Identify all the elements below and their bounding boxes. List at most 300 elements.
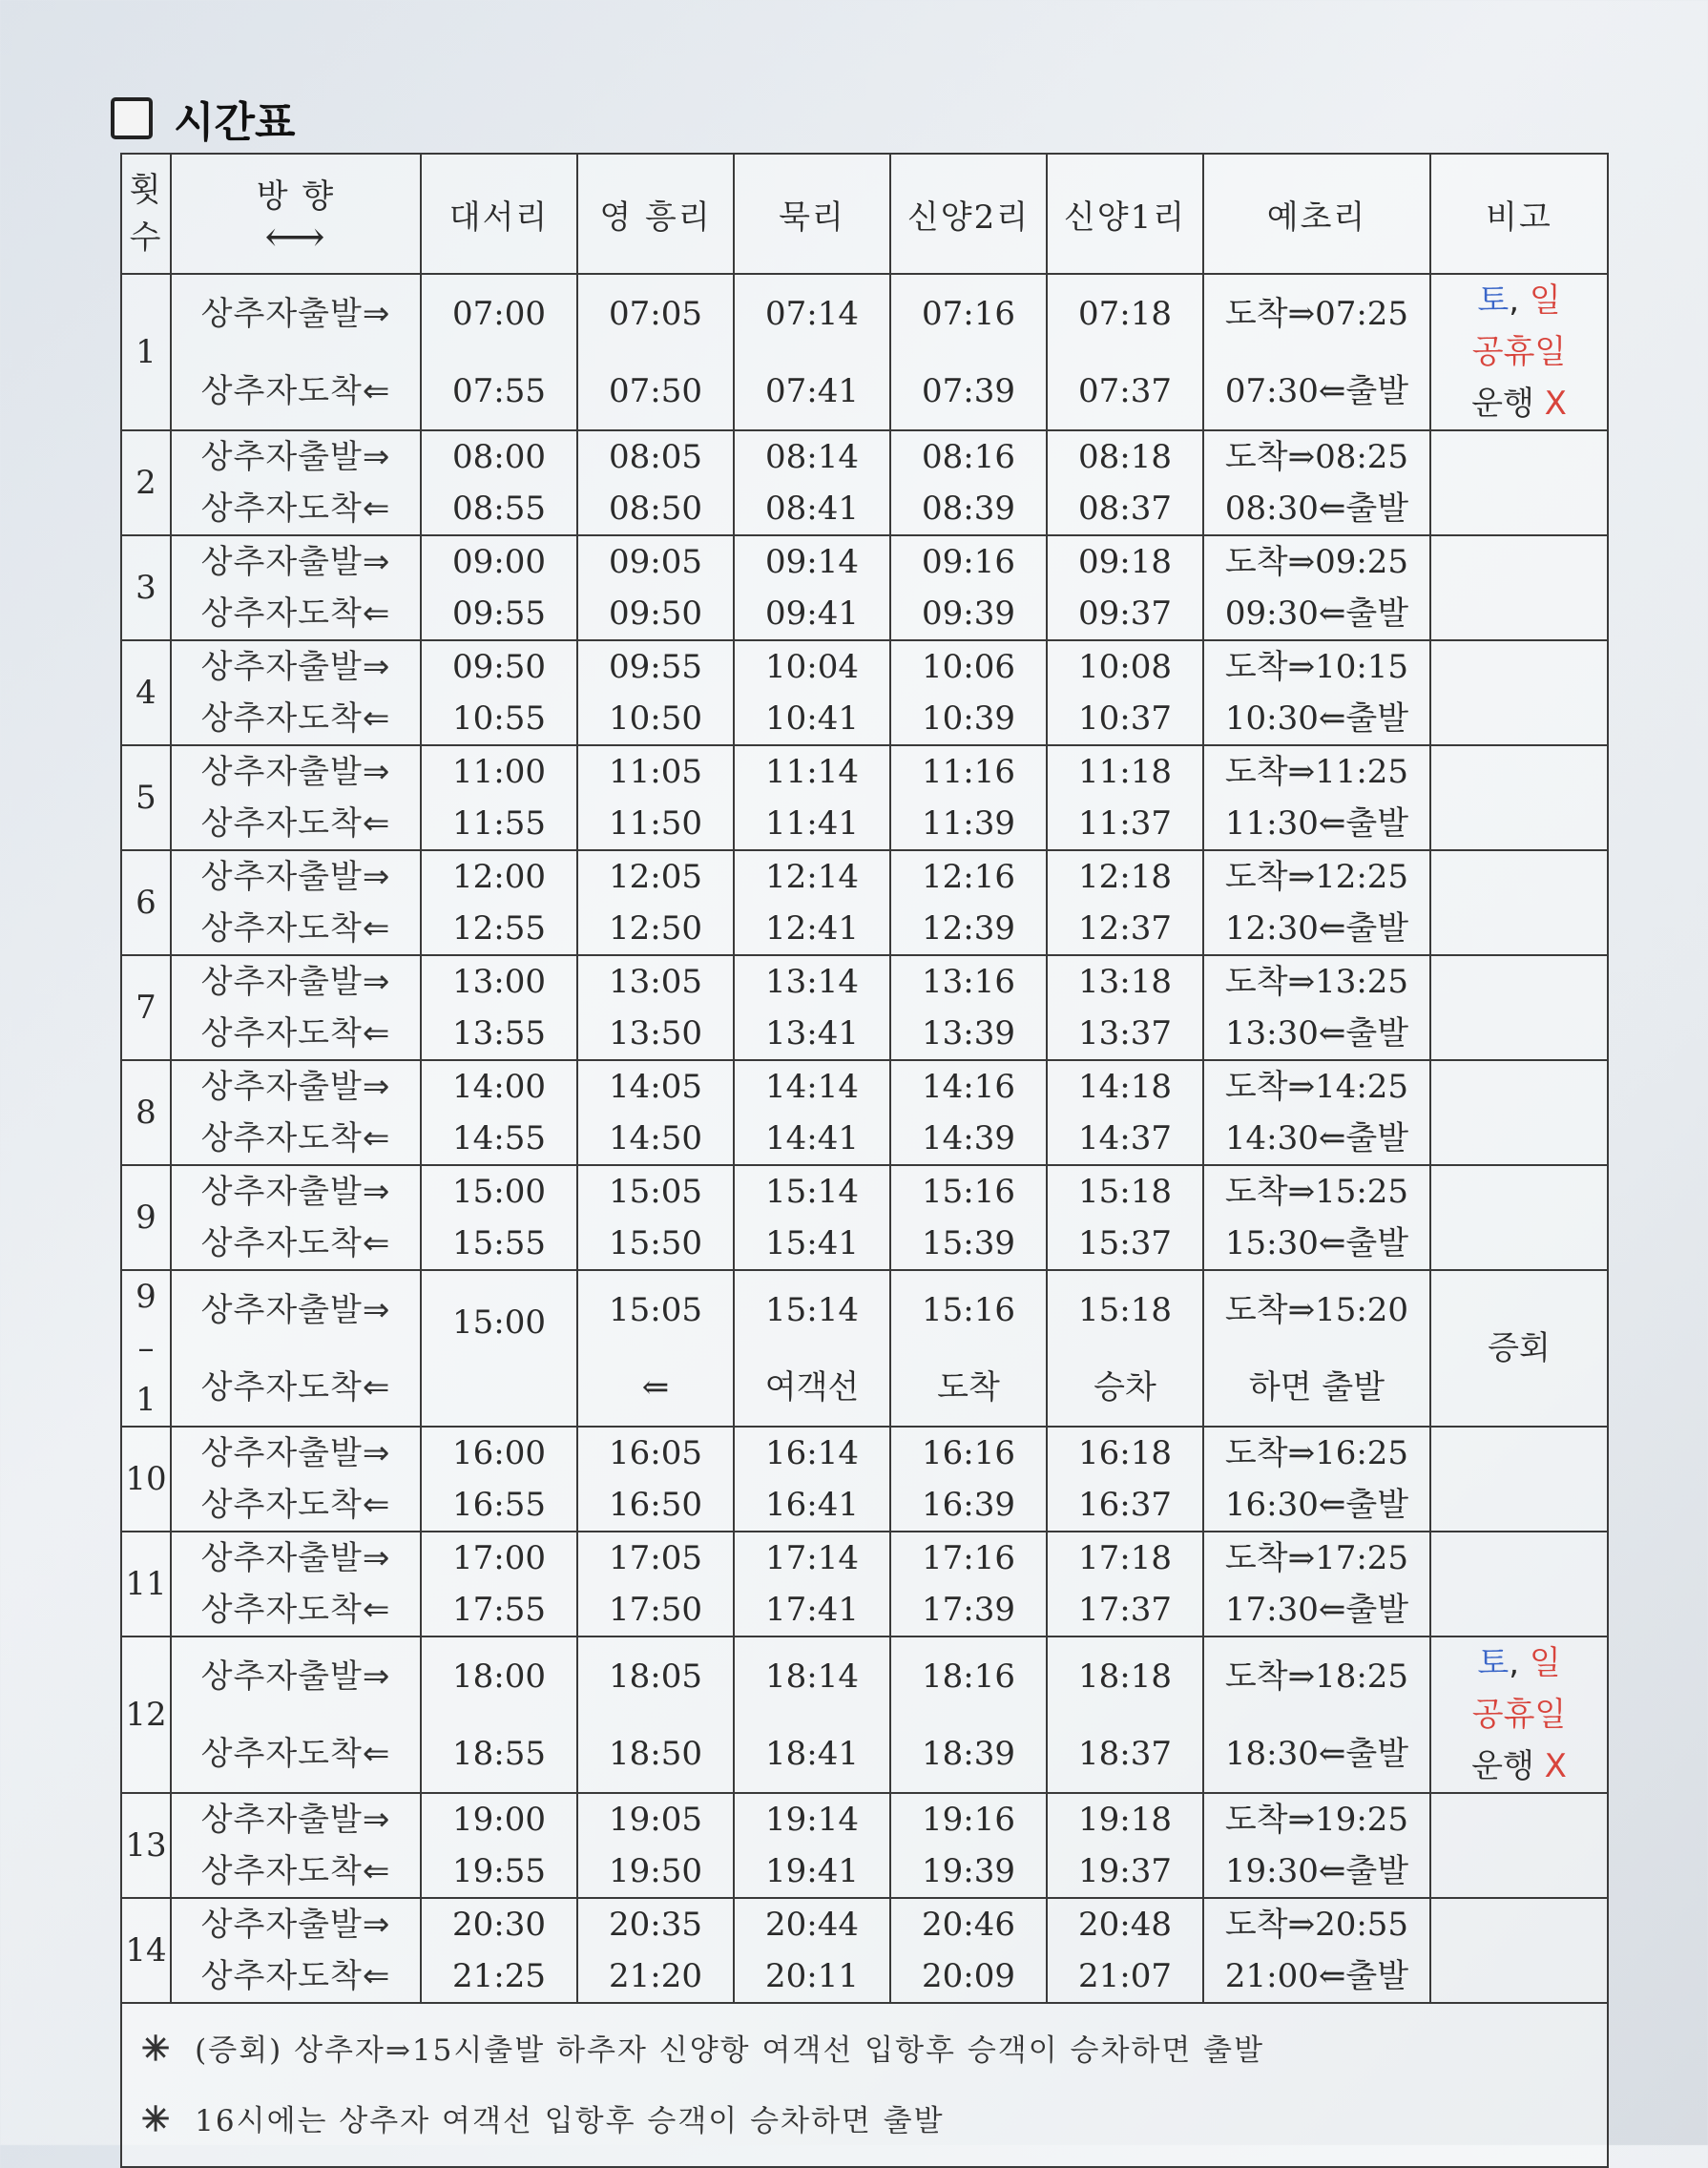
arrival-label: 상추자도착⇐ xyxy=(200,1367,391,1407)
holiday-label: 공휴일 xyxy=(1471,1696,1567,1734)
arrival-label: 상추자도착⇐ xyxy=(200,909,391,948)
direction-cell xyxy=(171,1270,421,1427)
header-stop: 예초리 xyxy=(1203,154,1430,274)
time-stack xyxy=(578,431,733,534)
return-time: 19:30⇐출발 xyxy=(1224,1852,1409,1890)
time-stack xyxy=(1204,956,1429,1059)
direction-stack xyxy=(172,1532,420,1636)
time-stack xyxy=(891,1532,1046,1636)
stop-time-cell xyxy=(1047,1427,1203,1532)
return-time: 07:50 xyxy=(609,371,702,410)
direction-stack xyxy=(172,641,420,744)
time-stack xyxy=(578,1794,733,1897)
return-time: 19:39 xyxy=(922,1852,1015,1890)
direction-stack xyxy=(172,1637,420,1792)
outbound-time: 09:05 xyxy=(609,543,702,581)
stop-time-cell xyxy=(421,1898,577,2003)
outbound-time: 17:14 xyxy=(765,1539,859,1577)
no-service-mark: X xyxy=(1544,1747,1567,1785)
stop-time-cell xyxy=(577,535,734,640)
return-time: 14:30⇐출발 xyxy=(1224,1119,1409,1157)
arrival-label: 상추자도착⇐ xyxy=(200,1591,391,1629)
stop-time-cell xyxy=(1047,274,1203,430)
departure-label: 상추자출발⇒ xyxy=(200,438,391,476)
time-stack xyxy=(1048,956,1202,1059)
stop-time-cell xyxy=(890,745,1047,850)
return-time: 14:37 xyxy=(1078,1119,1172,1157)
time-stack xyxy=(422,746,576,849)
outbound-time: 18:00 xyxy=(452,1657,546,1696)
outbound-time: 11:16 xyxy=(922,753,1015,791)
outbound-time: 15:00 xyxy=(452,1173,546,1211)
time-stack xyxy=(891,431,1046,534)
note-cell xyxy=(1430,745,1608,850)
weekend-note xyxy=(1431,1637,1607,1792)
time-stack xyxy=(422,641,576,744)
outbound-time: 도착⇒09:25 xyxy=(1224,543,1409,581)
weekend-note xyxy=(1431,275,1607,429)
note-cell xyxy=(1430,430,1608,535)
time-stack xyxy=(1048,431,1202,534)
outbound-time: 20:35 xyxy=(609,1906,702,1944)
departure-label: 상추자출발⇒ xyxy=(200,858,391,896)
stop-time-cell xyxy=(421,1793,577,1898)
stop-time-cell xyxy=(577,745,734,850)
return-time: 09:30⇐출발 xyxy=(1224,594,1409,633)
trip-number-cell: 7 xyxy=(121,955,171,1060)
outbound-time: 16:16 xyxy=(922,1434,1015,1472)
time-stack xyxy=(578,1061,733,1164)
time-stack xyxy=(1204,1428,1429,1531)
stop-time-cell xyxy=(734,1636,890,1793)
outbound-time: 19:00 xyxy=(452,1801,546,1839)
time-stack xyxy=(735,1637,889,1792)
outbound-time: 09:55 xyxy=(609,648,702,686)
note-cell xyxy=(1430,1793,1608,1898)
time-stack xyxy=(891,851,1046,954)
stop-time-cell xyxy=(890,1532,1047,1636)
departure-label: 상추자출발⇒ xyxy=(200,1801,391,1839)
outbound-time: 10:04 xyxy=(765,648,859,686)
saturday-label: 토 xyxy=(1477,281,1510,320)
outbound-time: 15:14 xyxy=(765,1290,859,1329)
return-time: 15:37 xyxy=(1078,1224,1172,1262)
time-stack xyxy=(735,1271,889,1426)
direction-cell xyxy=(171,430,421,535)
return-time: 승차 xyxy=(1094,1367,1156,1407)
note-cell xyxy=(1430,1898,1608,2003)
stop-time-cell xyxy=(577,1532,734,1636)
direction-stack xyxy=(172,1166,420,1269)
note-cell xyxy=(1430,640,1608,745)
time-stack xyxy=(891,1428,1046,1531)
stop-time-cell xyxy=(421,1060,577,1165)
direction-cell xyxy=(171,640,421,745)
time-stack xyxy=(422,1637,576,1792)
outbound-time: 도착⇒08:25 xyxy=(1224,438,1409,476)
time-stack xyxy=(1048,1794,1202,1897)
direction-stack xyxy=(172,1061,420,1164)
return-time: 08:30⇐출발 xyxy=(1224,490,1409,528)
outbound-time: 12:14 xyxy=(765,858,859,896)
return-time: 13:30⇐출발 xyxy=(1224,1014,1409,1053)
outbound-time: 15:05 xyxy=(609,1290,702,1329)
trip-number-cell: 10 xyxy=(121,1427,171,1532)
outbound-time: 18:18 xyxy=(1078,1657,1172,1696)
time-stack xyxy=(891,1061,1046,1164)
outbound-time: 20:30 xyxy=(452,1906,546,1944)
arrival-label: 상추자도착⇐ xyxy=(200,594,391,633)
return-time: 13:39 xyxy=(922,1014,1015,1053)
departure-label: 상추자출발⇒ xyxy=(200,648,391,686)
direction-cell xyxy=(171,1060,421,1165)
return-time: 18:50 xyxy=(609,1734,702,1773)
return-time: 08:39 xyxy=(922,490,1015,528)
outbound-time: 15:18 xyxy=(1078,1173,1172,1211)
stop-time-cell xyxy=(1203,535,1430,640)
header-count xyxy=(121,154,171,274)
time-stack xyxy=(1204,536,1429,639)
stop-time-cell xyxy=(734,535,890,640)
trip-number-part: 1 xyxy=(135,1381,156,1419)
return-time: 11:55 xyxy=(452,804,546,843)
checkbox-icon xyxy=(111,97,153,139)
return-time: 18:39 xyxy=(922,1734,1015,1773)
departure-label: 상추자출발⇒ xyxy=(200,753,391,791)
stop-time-cell xyxy=(734,1532,890,1636)
time-stack xyxy=(735,1794,889,1897)
header-stop: 대서리 xyxy=(421,154,577,274)
outbound-time: 08:00 xyxy=(452,438,546,476)
bidirectional-arrow-icon: ⟷ xyxy=(264,212,327,261)
outbound-time: 10:08 xyxy=(1078,648,1172,686)
outbound-time: 13:05 xyxy=(609,963,702,1001)
stop-time-cell xyxy=(421,535,577,640)
stop-time-cell xyxy=(890,850,1047,955)
asterisk-icon: ✳ xyxy=(141,2099,173,2139)
outbound-time: 07:16 xyxy=(922,294,1015,333)
return-time: 18:55 xyxy=(452,1734,546,1773)
outbound-time: 12:05 xyxy=(609,858,702,896)
outbound-time: 13:18 xyxy=(1078,963,1172,1001)
direction-stack xyxy=(172,746,420,849)
time-stack xyxy=(1204,1166,1429,1269)
stop-time-cell xyxy=(421,274,577,430)
outbound-time: 08:18 xyxy=(1078,438,1172,476)
time-stack xyxy=(1048,1061,1202,1164)
stop-time-cell xyxy=(890,535,1047,640)
return-time: 18:30⇐출발 xyxy=(1224,1734,1409,1773)
outbound-time: 12:16 xyxy=(922,858,1015,896)
trip-number-cell: 6 xyxy=(121,850,171,955)
return-time: 13:50 xyxy=(609,1014,702,1053)
time-stack xyxy=(735,431,889,534)
time-stack xyxy=(1048,746,1202,849)
sunday-label: 일 xyxy=(1529,281,1561,320)
outbound-time: 19:18 xyxy=(1078,1801,1172,1839)
return-time: 17:55 xyxy=(452,1591,546,1629)
stop-time-cell xyxy=(734,1793,890,1898)
return-time: 20:09 xyxy=(922,1957,1015,1995)
outbound-time: 09:00 xyxy=(452,543,546,581)
time-stack xyxy=(578,1271,733,1426)
outbound-time: 16:00 xyxy=(452,1434,546,1472)
stop-time-cell xyxy=(734,955,890,1060)
return-time: 12:55 xyxy=(452,909,546,948)
outbound-time: 17:16 xyxy=(922,1539,1015,1577)
time-stack xyxy=(891,956,1046,1059)
table-row xyxy=(121,535,1608,640)
holiday-label: 공휴일 xyxy=(1471,333,1567,371)
outbound-time: 15:14 xyxy=(765,1173,859,1211)
table-row xyxy=(121,745,1608,850)
time-stack xyxy=(1048,1899,1202,2002)
direction-cell xyxy=(171,1165,421,1270)
trip-number-cell: 14 xyxy=(121,1898,171,2003)
time-stack xyxy=(891,1899,1046,2002)
stop-time-cell xyxy=(577,1793,734,1898)
stop-time-cell xyxy=(1047,430,1203,535)
time-stack xyxy=(1048,275,1202,429)
return-time: 10:50 xyxy=(609,699,702,738)
time-stack xyxy=(891,536,1046,639)
time-stack xyxy=(578,1637,733,1792)
return-time: 15:41 xyxy=(765,1224,859,1262)
weekend-line xyxy=(1431,275,1607,326)
time-stack xyxy=(1048,1166,1202,1269)
header-stop: 묵리 xyxy=(734,154,890,274)
stop-time-cell xyxy=(421,1270,577,1427)
note-cell xyxy=(1430,850,1608,955)
return-time: 11:50 xyxy=(609,804,702,843)
departure-label: 상추자출발⇒ xyxy=(200,1173,391,1211)
return-time: 17:39 xyxy=(922,1591,1015,1629)
stop-time-cell xyxy=(421,850,577,955)
outbound-time: 09:14 xyxy=(765,543,859,581)
direction-cell xyxy=(171,850,421,955)
outbound-time: 11:14 xyxy=(765,753,859,791)
stop-time-cell xyxy=(1047,1793,1203,1898)
direction-stack xyxy=(172,956,420,1059)
time-stack xyxy=(1204,1794,1429,1897)
table-row xyxy=(121,1793,1608,1898)
footnotes xyxy=(121,2003,1608,2167)
return-time: 08:55 xyxy=(452,490,546,528)
time-stack xyxy=(1204,851,1429,954)
sunday-label: 일 xyxy=(1529,1644,1561,1682)
stop-time-cell xyxy=(1203,745,1430,850)
stop-time-cell xyxy=(890,1636,1047,1793)
stop-time-cell xyxy=(1047,1270,1203,1427)
outbound-time: 15:05 xyxy=(609,1173,702,1211)
direction-stack xyxy=(172,275,420,429)
direction-cell xyxy=(171,1898,421,2003)
time-stack xyxy=(578,1166,733,1269)
trip-number-cell: 12 xyxy=(121,1636,171,1793)
return-time: 09:37 xyxy=(1078,594,1172,633)
outbound-time: 11:18 xyxy=(1078,753,1172,791)
stop-time-cell xyxy=(1047,745,1203,850)
stop-time-cell xyxy=(577,1898,734,2003)
arrival-label: 상추자도착⇐ xyxy=(200,1957,391,1995)
time-stack xyxy=(891,1794,1046,1897)
direction-stack xyxy=(172,1428,420,1531)
time-stack xyxy=(1204,431,1429,534)
outbound-time: 15:16 xyxy=(922,1173,1015,1211)
outbound-time: 07:05 xyxy=(609,294,702,333)
trip-number-cell: 2 xyxy=(121,430,171,535)
direction-stack xyxy=(172,536,420,639)
note-cell xyxy=(1430,274,1608,430)
outbound-time: 17:00 xyxy=(452,1539,546,1577)
return-time: 10:39 xyxy=(922,699,1015,738)
direction-cell xyxy=(171,274,421,430)
direction-stack xyxy=(172,431,420,534)
table-row xyxy=(121,1165,1608,1270)
return-time: 15:30⇐출발 xyxy=(1224,1224,1409,1262)
return-time: 07:55 xyxy=(452,371,546,410)
outbound-time: 14:00 xyxy=(452,1068,546,1106)
table-row xyxy=(121,1636,1608,1793)
outbound-time: 도착⇒17:25 xyxy=(1224,1539,1409,1577)
time-stack xyxy=(422,536,576,639)
arrival-label: 상추자도착⇐ xyxy=(200,1852,391,1890)
outbound-time: 16:18 xyxy=(1078,1434,1172,1472)
time-stack xyxy=(578,956,733,1059)
outbound-time: 14:14 xyxy=(765,1068,859,1106)
time-stack xyxy=(578,1428,733,1531)
outbound-time: 11:00 xyxy=(452,753,546,791)
outbound-time: 16:05 xyxy=(609,1434,702,1472)
trip-number-stack xyxy=(122,1271,170,1426)
return-time: 12:37 xyxy=(1078,909,1172,948)
return-time: 10:41 xyxy=(765,699,859,738)
outbound-time: 14:05 xyxy=(609,1068,702,1106)
time-stack xyxy=(578,536,733,639)
stop-time-cell xyxy=(1203,1636,1430,1793)
header-stop: 영 흥리 xyxy=(577,154,734,274)
time-stack xyxy=(1204,641,1429,744)
stop-time-cell xyxy=(577,274,734,430)
note-cell xyxy=(1430,1636,1608,1793)
stop-time-cell xyxy=(1047,1636,1203,1793)
return-time: 10:37 xyxy=(1078,699,1172,738)
return-time: 16:50 xyxy=(609,1486,702,1524)
time-stack xyxy=(578,275,733,429)
time-stack xyxy=(735,851,889,954)
outbound-time: 10:06 xyxy=(922,648,1015,686)
table-row xyxy=(121,274,1608,430)
outbound-time: 도착⇒18:25 xyxy=(1224,1657,1409,1696)
stop-time-cell xyxy=(1047,1060,1203,1165)
asterisk-icon: ✳ xyxy=(141,2029,173,2069)
outbound-time: 19:14 xyxy=(765,1801,859,1839)
departure-label: 상추자출발⇒ xyxy=(200,1539,391,1577)
outbound-time: 08:16 xyxy=(922,438,1015,476)
return-time: 20:11 xyxy=(765,1957,859,1995)
time-stack xyxy=(735,1166,889,1269)
trip-number-cell: 11 xyxy=(121,1532,171,1636)
return-time: 09:55 xyxy=(452,594,546,633)
outbound-time: 도착⇒11:25 xyxy=(1224,753,1409,791)
return-time: 11:41 xyxy=(765,804,859,843)
time-stack xyxy=(735,1061,889,1164)
stop-time-cell xyxy=(421,1427,577,1532)
direction-cell xyxy=(171,535,421,640)
stop-time-cell xyxy=(890,1270,1047,1427)
time-stack xyxy=(735,275,889,429)
stop-time-cell xyxy=(577,955,734,1060)
note-cell xyxy=(1430,1060,1608,1165)
stop-time-cell xyxy=(421,745,577,850)
return-time: 16:41 xyxy=(765,1486,859,1524)
return-time: 17:30⇐출발 xyxy=(1224,1591,1409,1629)
time-stack xyxy=(1204,275,1429,429)
outbound-time: 도착⇒20:55 xyxy=(1224,1906,1409,1944)
stop-time-cell xyxy=(421,640,577,745)
return-time: 16:55 xyxy=(452,1486,546,1524)
time-stack xyxy=(1204,1271,1429,1426)
return-time: 12:50 xyxy=(609,909,702,948)
arrival-label: 상추자도착⇐ xyxy=(200,1734,391,1773)
direction-cell xyxy=(171,1532,421,1636)
return-time: 10:55 xyxy=(452,699,546,738)
time-stack xyxy=(422,1166,576,1269)
outbound-time: 11:05 xyxy=(609,753,702,791)
note-cell xyxy=(1430,1532,1608,1636)
time-stack xyxy=(422,851,576,954)
return-time: 07:41 xyxy=(765,371,859,410)
return-time: 09:41 xyxy=(765,594,859,633)
outbound-time: 20:44 xyxy=(765,1906,859,1944)
service-label: 운행 xyxy=(1471,385,1534,423)
outbound-time: 19:16 xyxy=(922,1801,1015,1839)
stop-time-cell xyxy=(890,640,1047,745)
stop-time-cell xyxy=(421,1532,577,1636)
stop-time-cell xyxy=(421,1165,577,1270)
return-time: 14:55 xyxy=(452,1119,546,1157)
outbound-time: 도착⇒07:25 xyxy=(1224,294,1409,333)
outbound-time: 19:05 xyxy=(609,1801,702,1839)
stop-time-cell xyxy=(1047,1532,1203,1636)
return-time: 19:50 xyxy=(609,1852,702,1890)
outbound-time: 17:05 xyxy=(609,1539,702,1577)
stop-time-cell xyxy=(1203,274,1430,430)
stop-time-cell xyxy=(577,1427,734,1532)
timetable-sheet xyxy=(105,76,1622,2139)
return-time: 14:41 xyxy=(765,1119,859,1157)
return-time: 07:30⇐출발 xyxy=(1224,371,1409,410)
time-stack xyxy=(422,956,576,1059)
header-note: 비고 xyxy=(1430,154,1608,274)
direction-cell xyxy=(171,1793,421,1898)
footnote-1 xyxy=(141,2014,1588,2085)
outbound-time: 20:46 xyxy=(922,1906,1015,1944)
outbound-time: 15:16 xyxy=(922,1290,1015,1329)
return-time: 21:07 xyxy=(1078,1957,1172,1995)
time-stack xyxy=(1204,1899,1429,2002)
arrival-label: 상추자도착⇐ xyxy=(200,699,391,738)
time-stack xyxy=(1048,1637,1202,1792)
stop-time-cell xyxy=(1203,430,1430,535)
return-time: 하면 출발 xyxy=(1248,1367,1385,1407)
time-stack xyxy=(578,1899,733,2002)
time-stack xyxy=(422,275,576,429)
header-direction-label: 방 향 xyxy=(256,177,336,216)
stop-time-cell xyxy=(577,430,734,535)
arrival-label: 상추자도착⇐ xyxy=(200,371,391,410)
time-stack xyxy=(578,641,733,744)
